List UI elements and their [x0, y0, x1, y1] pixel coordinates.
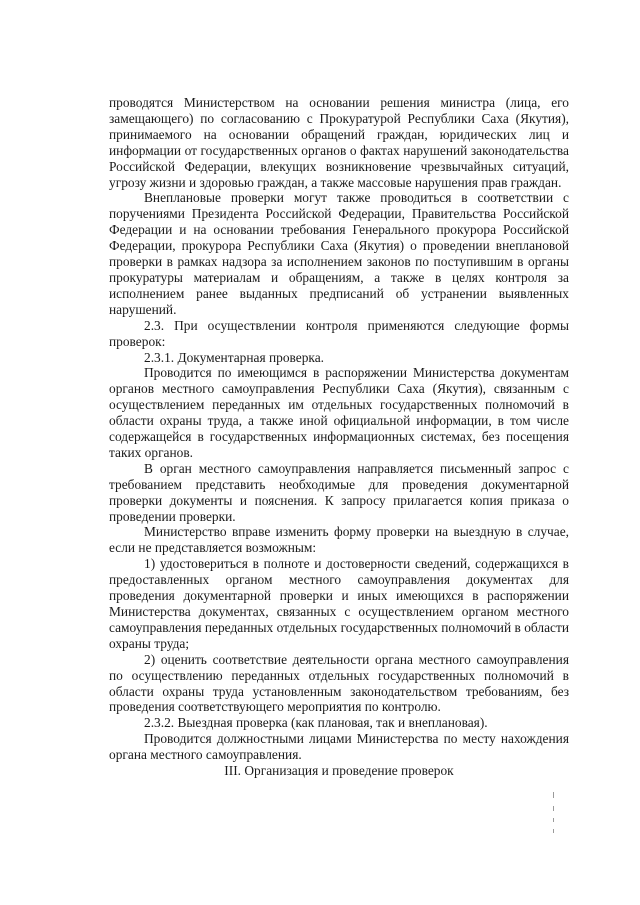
- scan-edge-mark: [553, 818, 554, 822]
- scan-edge-mark: [553, 792, 554, 798]
- paragraph-onsite-location: Проводится должностными лицами Министерства по месту нахождения органа местного самоуправления.: [109, 731, 569, 763]
- paragraph-2-3-2-heading: 2.3.2. Выездная проверка (как плановая, так и внеплановая).: [144, 715, 488, 731]
- paragraph-2-3-forms: 2.3. При осуществлении контроля применяются следующие формы проверок:: [109, 317, 569, 349]
- paragraph-item-2: 2) оценить соответствие деятельности органа местного самоуправления по осуществлению переданных отдельных государственных полномочий в области охраны труда установленным законодательством требованиям, без проведения соответствующего мероприятия по контролю.: [109, 651, 569, 715]
- paragraph-unplanned-inspections: Внеплановые проверки могут также проводиться в соответствии с поручениями Президента Российской Федерации, Правительства Российской Федерации и на основании требования Генерального прокурора Российской Федерации, прокурора Республики Саха (Якутия) о проведении внеплановой проверки в рамках надзора за исполнением законов по поступившим в органы прокуратуры материалам и обращениям, а также в целях контроля за исполнением ранее выданных предписаний об устранении выявленных нарушений.: [109, 190, 569, 317]
- paragraph-item-1: 1) удостовериться в полноте и достоверности сведений, содержащихся в предоставленных органом местного самоуправления документах для проведения документарной проверки и иных имеющихся в распоряжении Министерства документах, связанных с осуществлением органом местного самоуправления переданных отдельных государственных полномочий в области охраны труда;: [109, 556, 569, 651]
- scan-edge-mark: [553, 806, 554, 811]
- paragraph-written-request: В орган местного самоуправления направляется письменный запрос с требованием представить необходимые для проведения документарной проверки документы и пояснения. К запросу прилагается копия приказа о проведении проверки.: [109, 460, 569, 524]
- paragraph-2-3-1-heading: 2.3.1. Документарная проверка.: [144, 349, 325, 365]
- document-body: [109, 95, 569, 779]
- scan-edge-mark: [553, 829, 554, 833]
- paragraph-change-form: Министерство вправе изменить форму проверки на выездную в случае, если не представляется возможным:: [109, 524, 569, 556]
- paragraph-documentary-scope: Проводится по имеющимся в распоряжении Министерства документам органов местного самоуправления Республики Саха (Якутия), связанным с осуществлением переданных им отдельных государственных полномочий в области охраны труда, а также иной официальной информации, в том числе содержащейся в государственных информационных системах, без посещения таких органов.: [109, 365, 569, 460]
- section-heading: III. Организация и проведение проверок: [224, 763, 454, 779]
- paragraph-continuation: проводятся Министерством на основании решения министра (лица, его замещающего) по согласованию с Прокуратурой Республики Саха (Якутия), принимаемого на основании обращений граждан, юридических лиц и информации от государственных органов о фактах нарушений законодательства Российской Федерации, влекущих возникновение чрезвычайных ситуаций, угрозу жизни и здоровью граждан, а также массовые нарушения прав граждан.: [109, 95, 569, 190]
